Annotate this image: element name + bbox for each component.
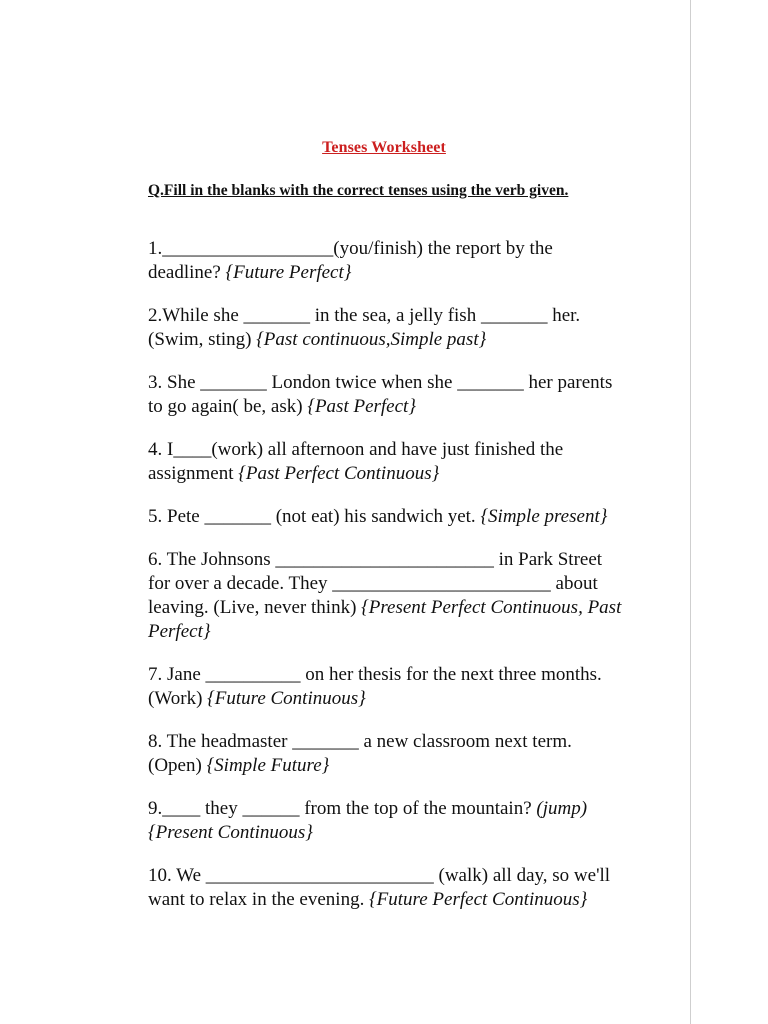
question-tense: {Future Perfect Continuous} xyxy=(369,889,588,910)
question-tense: {Future Continuous} xyxy=(207,688,366,709)
question-text: 4. I____(work) all afternoon and have just finished the assignment xyxy=(148,439,564,484)
question-10 xyxy=(148,864,623,912)
question-text: 10. We ________________________ (walk) all day, so we'll want to relax in the evening. xyxy=(148,865,611,910)
question-1 xyxy=(148,237,623,285)
question-text: 3. She _______ London twice when she _______ her parents to go again( be, ask) xyxy=(148,372,613,417)
question-5 xyxy=(148,505,623,529)
question-tense: {Present Perfect Continuous, Past Perfect} xyxy=(148,597,622,642)
worksheet-instruction: Q.Fill in the blanks with the correct tenses using the verb given. xyxy=(148,182,569,199)
question-text: 7. Jane __________ on her thesis for the next three months.(Work) xyxy=(148,664,602,709)
question-tense: (jump) {Present Continuous} xyxy=(148,798,588,843)
question-tense: {Simple present} xyxy=(480,506,608,527)
question-tense: {Past Perfect Continuous} xyxy=(238,463,440,484)
question-2 xyxy=(148,304,623,352)
question-tense: {Future Perfect} xyxy=(225,262,352,283)
question-text: 5. Pete _______ (not eat) his sandwich yet. xyxy=(148,506,481,527)
question-6 xyxy=(148,548,623,644)
question-text: 8. The headmaster _______ a new classroom next term. (Open) xyxy=(148,731,572,776)
question-tense: {Simple Future} xyxy=(206,755,330,776)
question-text: 6. The Johnsons _______________________ in Park Street for over a decade. They _______________________ about leaving. (Live, never think) xyxy=(148,549,603,618)
worksheet-title: Tenses Worksheet xyxy=(322,139,446,156)
question-3 xyxy=(148,371,623,419)
question-text: 9.____ they ______ from the top of the mountain? xyxy=(148,798,537,819)
question-tense: {Past continuous,Simple past} xyxy=(256,329,487,350)
question-text: 2.While she _______ in the sea, a jelly fish _______ her. (Swim, sting) xyxy=(148,305,581,350)
question-8 xyxy=(148,730,623,778)
question-tense: {Past Perfect} xyxy=(307,396,416,417)
question-7 xyxy=(148,663,623,711)
question-9 xyxy=(148,797,623,845)
question-4 xyxy=(148,438,623,486)
question-text: 1.__________________(you/finish) the report by the deadline? xyxy=(148,238,553,283)
question-list xyxy=(148,237,623,931)
